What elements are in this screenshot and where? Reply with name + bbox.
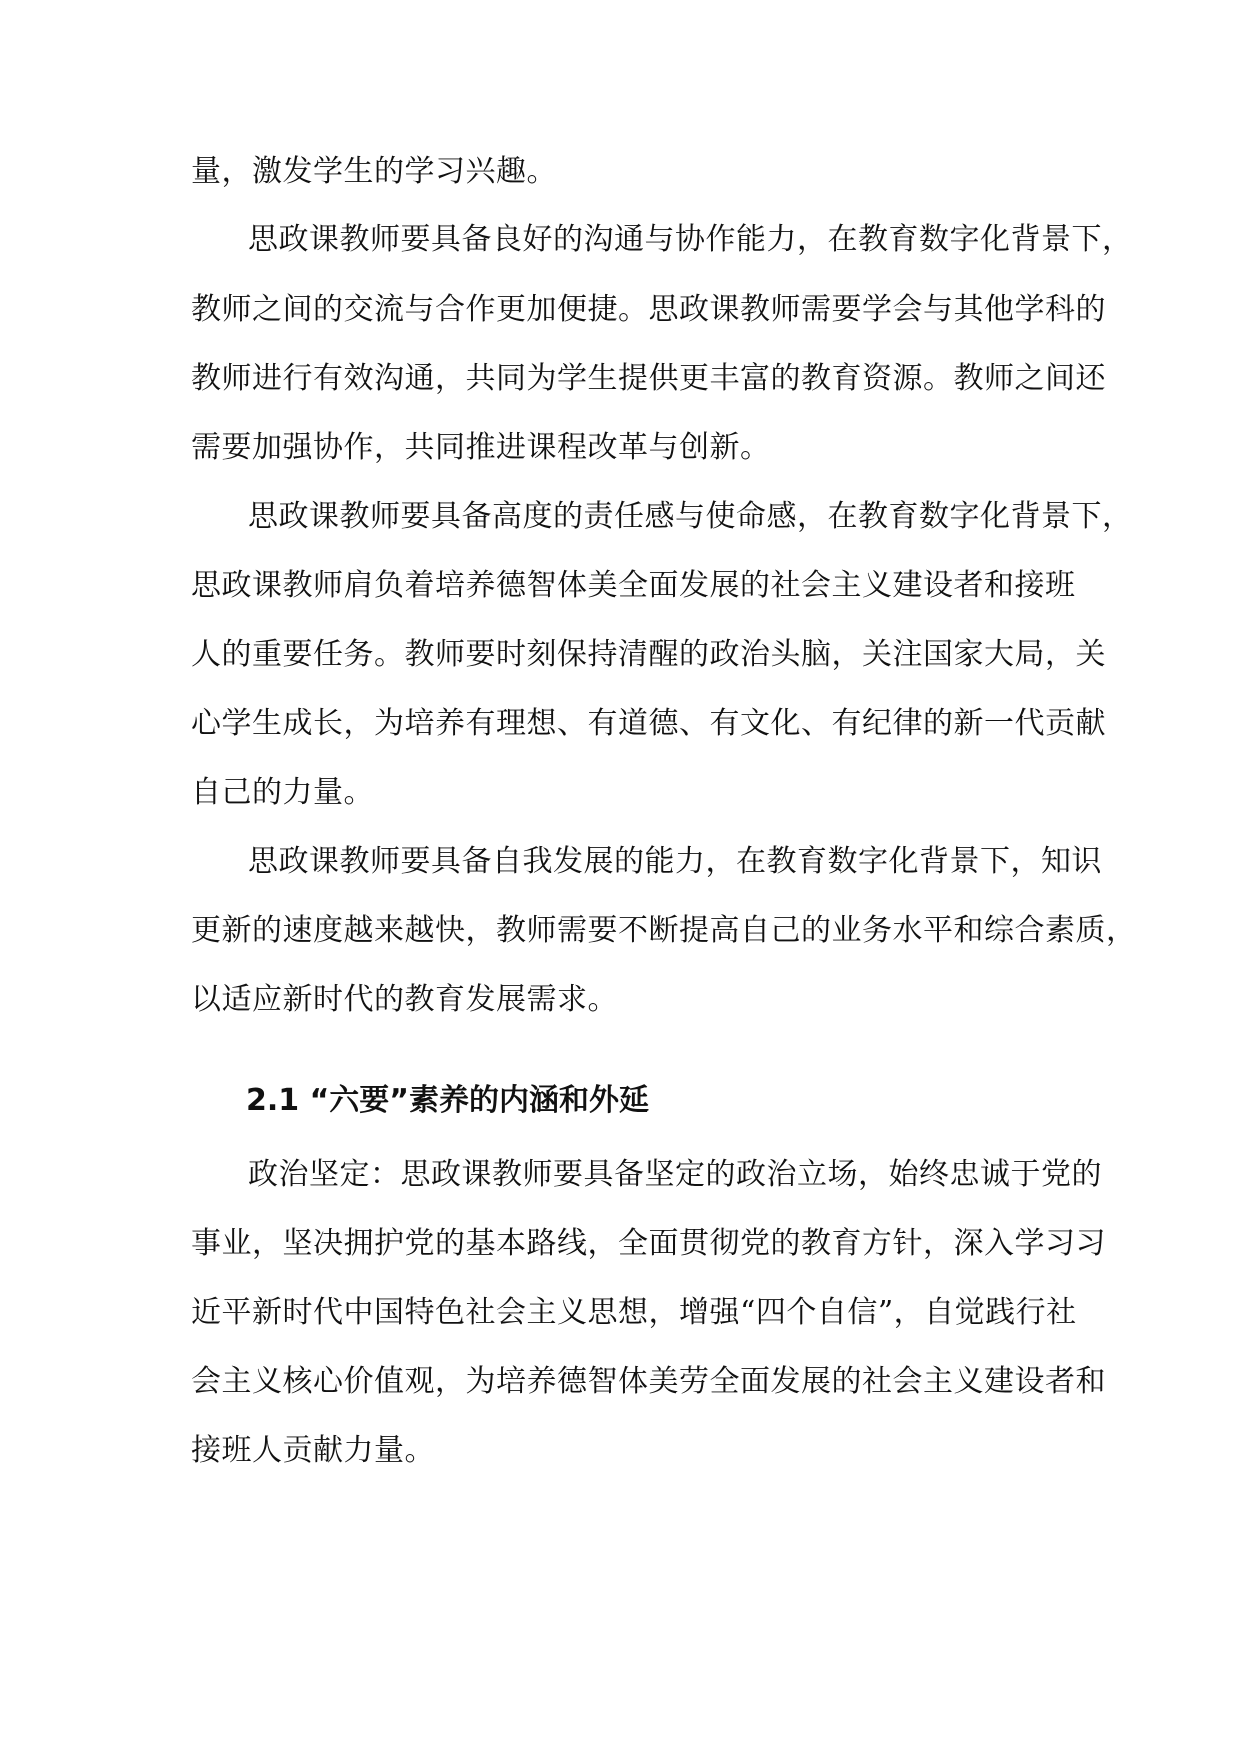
paragraph-line: 接班人贡献力量。	[191, 1433, 435, 1468]
paragraph-line: 思政课教师要具备自我发展的能力，在教育数字化背景下，知识	[248, 844, 1102, 879]
paragraph-line: 教师之间的交流与合作更加便捷。思政课教师需要学会与其他学科的	[191, 292, 1106, 327]
paragraph-line: 人的重要任务。教师要时刻保持清醒的政治头脑，关注国家大局，关	[191, 637, 1106, 672]
paragraph-line: 思政课教师肩负着培养德智体美全面发展的社会主义建设者和接班	[191, 568, 1076, 603]
paragraph-line: 政治坚定：思政课教师要具备坚定的政治立场，始终忠诚于党的	[248, 1157, 1102, 1192]
section-heading: 2.1 “六要”素养的内涵和外延	[246, 1083, 650, 1118]
paragraph-line: 以适应新时代的教育发展需求。	[191, 982, 618, 1017]
paragraph-line: 教师进行有效沟通，共同为学生提供更丰富的教育资源。教师之间还	[191, 361, 1106, 396]
paragraph-line: 会主义核心价值观，为培养德智体美劳全面发展的社会主义建设者和	[191, 1364, 1106, 1399]
paragraph-line: 需要加强协作，共同推进课程改革与创新。	[191, 430, 771, 465]
paragraph-line: 心学生成长，为培养有理想、有道德、有文化、有纪律的新一代贡献	[191, 706, 1106, 741]
paragraph-line: 近平新时代中国特色社会主义思想，增强“四个自信”，自觉践行社	[191, 1295, 1077, 1330]
paragraph-line: 思政课教师要具备高度的责任感与使命感，在教育数字化背景下，	[248, 499, 1133, 534]
paragraph-line: 量，激发学生的学习兴趣。	[191, 154, 557, 189]
paragraph-line: 事业，坚决拥护党的基本路线，全面贯彻党的教育方针，深入学习习	[191, 1226, 1106, 1261]
paragraph-line: 自己的力量。	[191, 775, 374, 810]
paragraph-line: 思政课教师要具备良好的沟通与协作能力，在教育数字化背景下，	[248, 222, 1133, 257]
paragraph-line: 更新的速度越来越快，教师需要不断提高自己的业务水平和综合素质，	[191, 913, 1137, 948]
